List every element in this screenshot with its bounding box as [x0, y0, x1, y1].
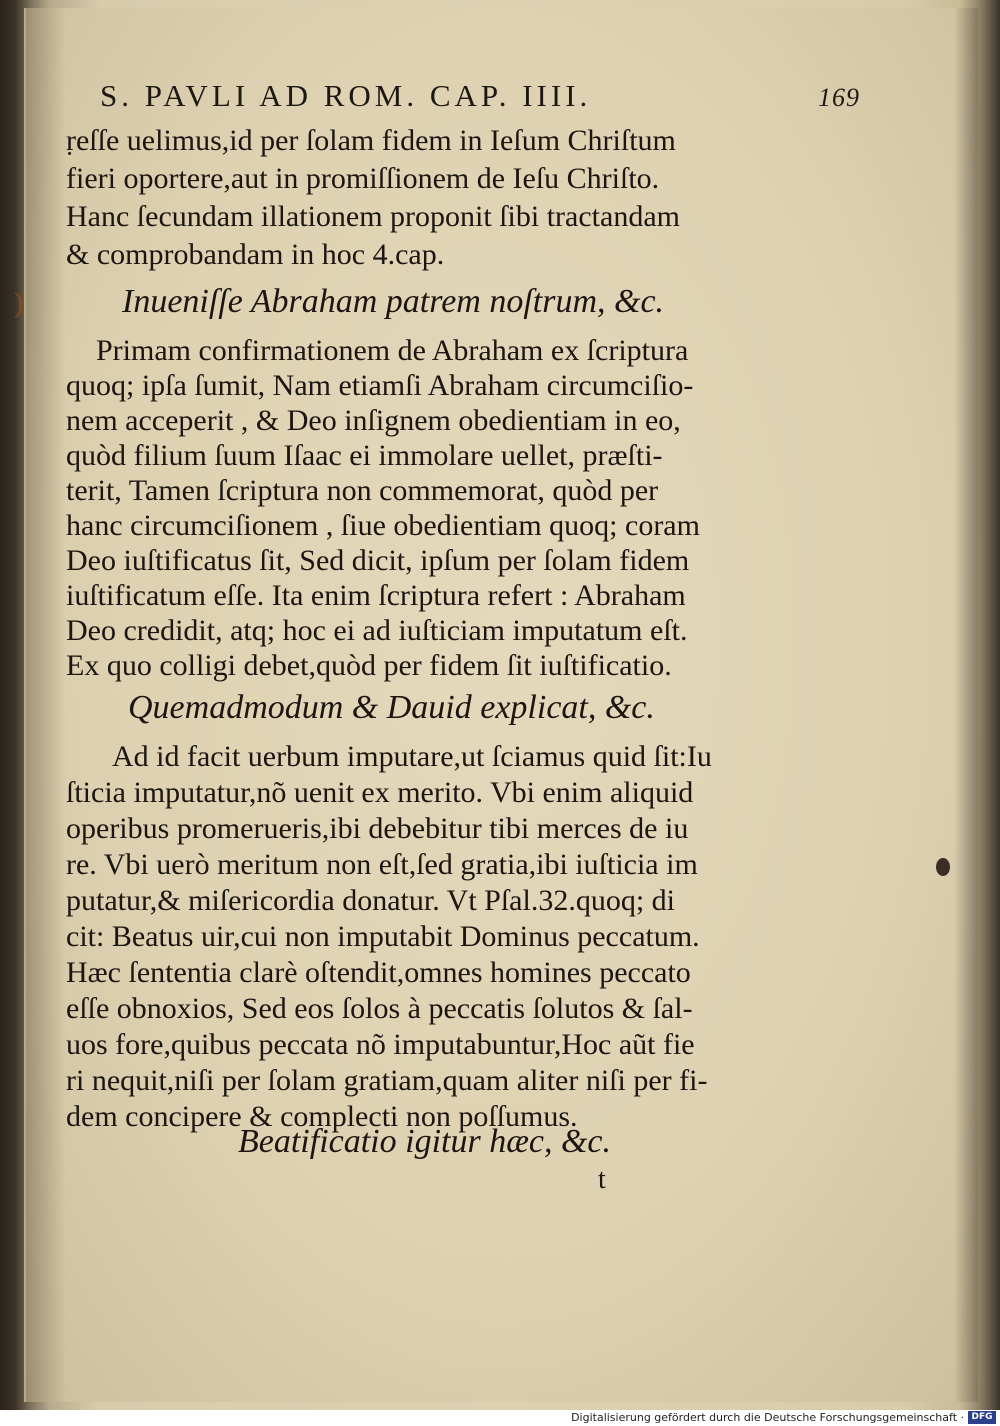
dfg-logo: DFG — [968, 1411, 996, 1424]
paragraph-3-line: putatur,& miſericordia donatur. Vt Pſal.32.quoq; di — [66, 884, 675, 917]
digitization-credit: Digitalisierung gefördert durch die Deutsche Forschungsgemeinschaft · — [571, 1411, 964, 1424]
paragraph-2-line: hanc circumciſionem , ſiue obedientiam quoq; coram — [66, 509, 700, 542]
running-head-title: S. PAVLI AD ROM. CAP. IIII. — [100, 78, 592, 113]
paragraph-1-line: ṛeſſe uelimus,id per ſolam fidem in Ieſum Chriſtum — [66, 124, 676, 157]
paragraph-2-line: quoq; ipſa ſumit, Nam etiamſi Abraham circumciſio- — [66, 369, 694, 402]
paragraph-3-line: re. Vbi uerò meritum non eſt,ſed gratia,ibi iuſticia im — [66, 848, 698, 881]
section-heading: Quemadmodum & Dauid explicat, &c. — [128, 689, 655, 726]
section-heading: Beatificatio igitur hæc, &c. — [238, 1123, 612, 1160]
paragraph-3-line: eſſe obnoxios, Sed eos ſolos à peccatis ſolutos & ſal- — [66, 992, 693, 1025]
paragraph-1-line: Hanc ſecundam illationem proponit ſibi tractandam — [66, 200, 680, 233]
paragraph-1-line: fieri oportere,aut in promiſſionem de Ieſu Chriſto. — [66, 162, 660, 195]
paragraph-3-line: cit: Beatus uir,cui non imputabit Dominus peccatum. — [66, 920, 700, 953]
paragraph-3-line: Hæc ſententia clarè oſtendit,omnes homines peccato — [66, 956, 691, 989]
running-head — [100, 78, 860, 114]
page-number: 169 — [818, 83, 860, 112]
paragraph-3-line: Ad id facit uerbum imputare,ut ſciamus quid ſit:Iu — [112, 740, 712, 773]
paragraph-1-line: & comprobandam in hoc 4.cap. — [66, 238, 445, 271]
paragraph-3-line: dem concipere & complecti non poſſumus. — [66, 1100, 578, 1133]
catchword: t — [598, 1164, 606, 1195]
paragraph-3-line: uos fore,quibus peccata nõ imputabuntur,Hoc aũt fie — [66, 1028, 695, 1061]
paragraph-2-line: Deo iuſtificatus ſit, Sed dicit, ipſum per ſolam fidem — [66, 544, 690, 577]
paragraph-2-line: Primam confirmationem de Abraham ex ſcriptura — [96, 334, 689, 367]
margin-ink-spot — [936, 858, 950, 876]
paragraph-3-line: ſticia imputatur,nõ uenit ex merito. Vbi enim aliquid — [66, 776, 694, 809]
paragraph-2-line: iuſtificatum eſſe. Ita enim ſcriptura refert : Abraham — [66, 579, 686, 612]
paragraph-2-line: nem acceperit , & Deo inſignem obedientiam in eo, — [66, 404, 681, 437]
paragraph-2-line: quòd filium ſuum Iſaac ei immolare uellet, præſti- — [66, 439, 663, 472]
section-heading: Inueniſſe Abraham patrem noſtrum, &c. — [122, 283, 665, 320]
paragraph-2-line: Ex quo colligi debet,quòd per fidem ſit iuſtificatio. — [66, 649, 672, 682]
page-edge-shadow — [954, 8, 978, 1402]
paragraph-2-line: Deo credidit, atq; hoc ei ad iuſticiam imputatum eſt. — [66, 614, 688, 647]
spine-shadow — [26, 8, 66, 1402]
margin-bracket-mark: ) — [14, 288, 24, 319]
paragraph-2-line: terit, Tamen ſcriptura non commemorat, quòd per — [66, 474, 659, 507]
paragraph-3-line: operibus promerueris,ibi debebitur tibi merces de iu — [66, 812, 689, 845]
paragraph-3-line: ri nequit,niſi per ſolam gratiam,quam aliter niſi per fi- — [66, 1064, 708, 1097]
